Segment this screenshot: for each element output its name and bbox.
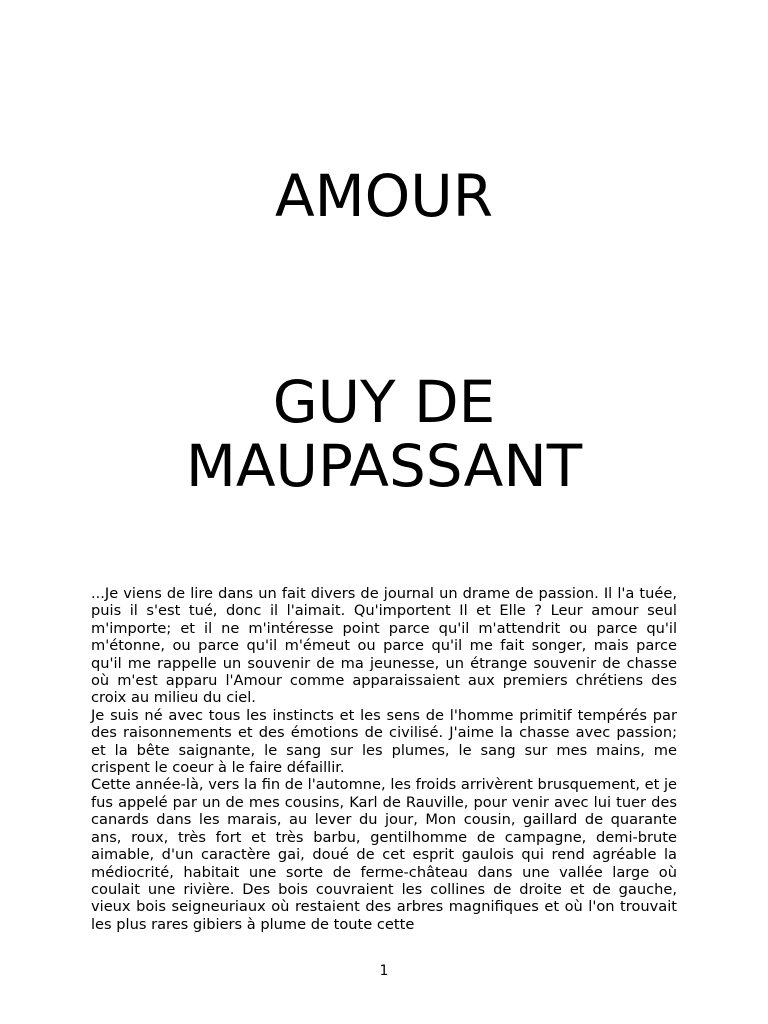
body-text	[91, 585, 677, 933]
paragraph-3: Cette année-là, vers la fin de l'automne, les froids arrivèrent brusquement, et je fus appelé par un de mes cousins, Karl de Rauville, pour venir avec lui tuer des canards dans les marais, au lever du jour, Mon cousin, gaillard de quarante ans, roux, très fort et très barbu, gentilhomme de campagne, demi-brute aimable, d'un caractère gai, doué de cet esprit gaulois qui rend agréable la médiocrité, habitait une sorte de ferme-château dans une vallée large où coulait une rivière. Des bois couvraient les collines de droite et de gauche, vieux bois seigneuriaux où restaient des arbres magnifiques et où l'on trouvait les plus rares gibiers à plume de toute cette	[91, 776, 677, 933]
book-title: AMOUR	[274, 162, 494, 230]
paragraph-2: Je suis né avec tous les instincts et les sens de l'homme primitif tempérés par des raisonnements et des émotions de civilisé. J'aime la chasse avec passion; et la bête saignante, le sang sur les plumes, le sang sur mes mains, me crispent le coeur à le faire défaillir.	[91, 706, 677, 777]
page-number: 1	[379, 963, 389, 979]
author-name	[0, 370, 768, 498]
author-name-line-1: GUY DE	[272, 368, 496, 436]
paragraph-1: ...Je viens de lire dans un fait divers de journal un drame de passion. Il l'a tuée, puis il s'est tué, donc il l'aimait. Qu'importent Il et Elle ? Leur amour seul m'importe; et il ne m'intéresse point parce qu'il m'attendrit ou parce qu'il m'étonne, ou parce qu'il m'émeut ou parce qu'il me fait songer, mais parce qu'il me rappelle un souvenir de ma jeunesse, un étrange souvenir de chasse où m'est apparu l'Amour comme apparaissaient aux premiers chrétiens des croix au milieu du ciel.	[91, 585, 677, 707]
author-name-line-2: MAUPASSANT	[185, 432, 583, 500]
